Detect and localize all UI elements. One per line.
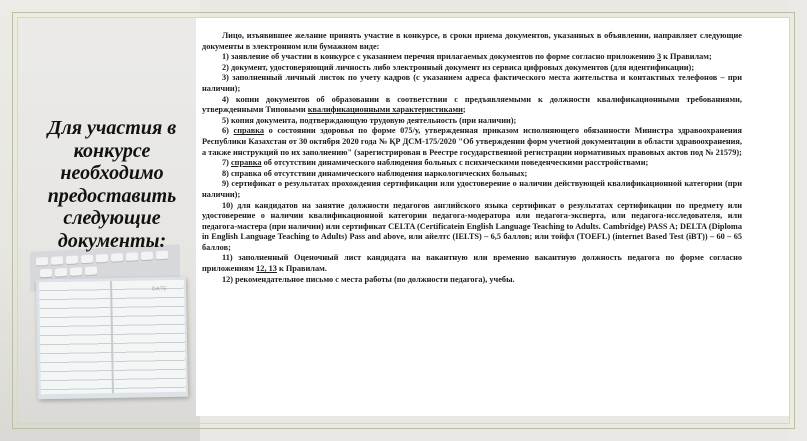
item-text: 9) сертификат о результатах прохождения сертификации или удостоверение о наличии действующей квалификационной категории (при наличии); (202, 179, 742, 199)
item-text: 1) заявление об участии в конкурсе с указанием перечня прилагаемых документов по форме согласно приложению (222, 52, 657, 62)
item-text: 4) копии документов об образовании в соответствии с предъявляемыми к должности квалификационными требованиями, утвержденными Типовыми (202, 94, 742, 115)
item-text: к Правилам; (661, 52, 712, 62)
item-text: о состоянии здоровья по форме 075/у, утвержденная приказом исполняющего обязанности Министра здравоохранения Республики Казахстан от 30 октября 2020 года № ҚР ДСМ-175/2020 "Об утверждении форм учетной документации в области здравоохранения, а также инструкций по их заполнению" (зарегистрирован в Реестре государственной регистрации нормативных правовых актов под № 21579); (202, 126, 742, 157)
list-item (202, 126, 742, 158)
item-text: 10) для кандидатов на занятие должности педагогов английского языка сертификат о результатах сертификации по предмету или удостоверение о наличии квалификационной категории педагога-модератора или педагога-эксперта, или педагога-исследователя, или педагога-мастера (при наличии) или сертификат CELTA (Certificatein English Language Teaching to Adults. Cambridge) PASS A; DELTA (Diploma in English Language Teaching to Adults) Pass and above, или айелтс (IELTS) – 6,5 баллов; или тойфл (TOEFL) (internet Based Test (iBT)) – 60 – 65 баллов; (202, 200, 742, 252)
list-item (202, 116, 742, 127)
document-body (202, 31, 742, 285)
item-link[interactable]: квалификационными характеристиками (307, 105, 463, 115)
item-text: об отсутствии динамического наблюдения больных с психическими поведенческими расстройствами; (261, 158, 649, 168)
item-text: 6) (222, 126, 234, 136)
item-link[interactable]: справка (233, 126, 265, 136)
intro-paragraph: Лицо, изъявившее желание принять участие в конкурсе, в сроки приема документов, указанных в объявлении, направляет следующие документы в электронном или бумажном виде: (202, 31, 742, 51)
list-item (202, 179, 742, 200)
item-text: к Правилам. (276, 264, 327, 274)
item-text: 8) справка об отсутствии динамического наблюдения наркологических больных; (222, 168, 528, 178)
item-link[interactable]: 3 (656, 52, 662, 62)
list-item (202, 63, 742, 74)
list-item (202, 95, 742, 116)
item-text: 2) документ, удостоверяющий личность либо электронный документ из сервиса цифровых документов (для идентификации); (222, 62, 695, 72)
item-link[interactable]: справка (231, 158, 262, 168)
list-item (202, 275, 742, 286)
list-item (202, 158, 742, 169)
list-item (202, 169, 742, 180)
list-item (202, 52, 742, 63)
item-text: 12) рекомендательное письмо с места работы (по должности педагога), учебы. (222, 274, 515, 284)
slide-headline: Для участия в конкурсе необходимо предоставить следующие документы: (47, 117, 177, 252)
item-text: 7) (222, 158, 231, 168)
item-link[interactable]: 12, 13 (256, 264, 277, 274)
item-text: 3) заполненный личный листок по учету кадров (с указанием адреса фактического места жительства и контактных телефонов – при наличии); (202, 73, 742, 93)
list-item (202, 253, 742, 274)
item-text: 5) копия документа, подтверждающую трудовую деятельность (при наличии); (222, 115, 517, 125)
item-text: ; (462, 105, 466, 115)
notebook-date-label: DATE (152, 286, 168, 293)
item-text: 11) заполненный Оценочный лист кандидата на вакантную или временно вакантную должность педагога по форме согласно приложениям (202, 253, 742, 274)
list-item (202, 73, 742, 94)
list-item (202, 201, 742, 254)
